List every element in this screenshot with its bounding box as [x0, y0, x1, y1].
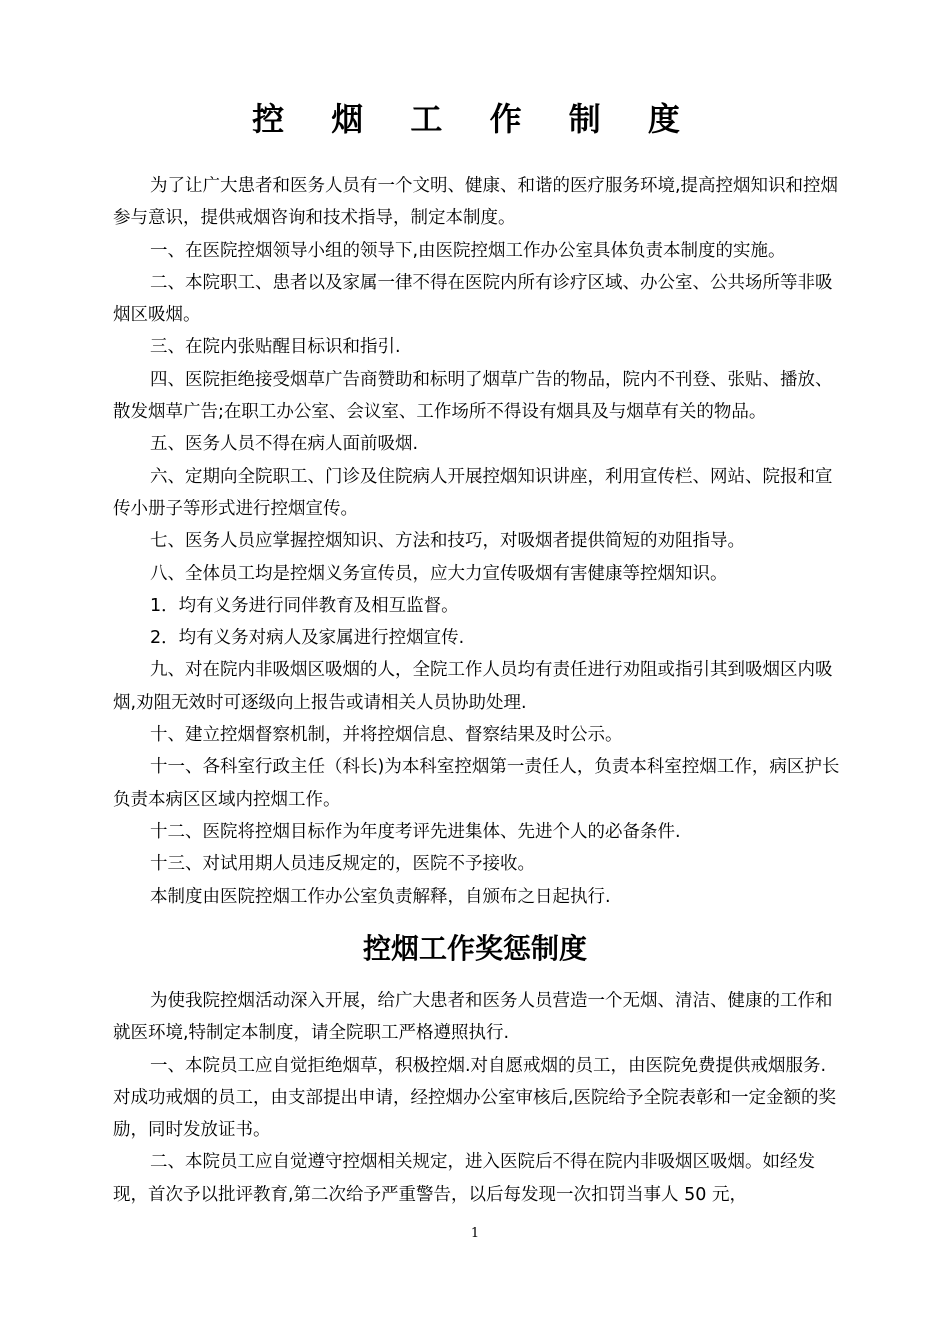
- reward-penalty-policy-section: [113, 985, 843, 1211]
- paragraph: 二、本院员工应自觉遵守控烟相关规定，进入医院后不得在院内非吸烟区吸烟。如经发现，首次予以批评教育,第二次给予严重警告，以后每发现一次扣罚当事人 50 元，: [113, 1152, 815, 1205]
- paragraph: 十三、对试用期人员违反规定的，医院不予接收。: [150, 854, 535, 875]
- paragraph: 一、在医院控烟领导小组的领导下,由医院控烟工作办公室具体负责本制度的实施。: [150, 240, 786, 261]
- paragraph: 为使我院控烟活动深入开展，给广大患者和医务人员营造一个无烟、清洁、健康的工作和就医环境,特制定本制度，请全院职工严格遵照执行.: [113, 991, 833, 1044]
- paragraph: 七、医务人员应掌握控烟知识、方法和技巧，对吸烟者提供简短的劝阻指导。: [150, 531, 745, 552]
- paragraph: 九、对在院内非吸烟区吸烟的人，全院工作人员均有责任进行劝阻或指引其到吸烟区内吸烟,劝阻无效时可逐级向上报告或请相关人员协助处理.: [113, 660, 833, 713]
- paragraph: 四、医院拒绝接受烟草广告商赞助和标明了烟草广告的物品，院内不刊登、张贴、播放、散发烟草广告;在职工办公室、会议室、工作场所不得设有烟具及与烟草有关的物品。: [113, 369, 833, 423]
- paragraph: 十一、各科室行政主任（科长)为本科室控烟第一责任人，负责本科室控烟工作，病区护长负责本病区区域内控烟工作。: [113, 757, 840, 810]
- paragraph: 十、建立控烟督察机制，并将控烟信息、督察结果及时公示。: [150, 725, 623, 746]
- paragraph: 六、定期向全院职工、门诊及住院病人开展控烟知识讲座，利用宣传栏、网站、院报和宣传小册子等形式进行控烟宣传。: [113, 466, 833, 519]
- paragraph: 2．均有义务对病人及家属进行控烟宣传.: [150, 628, 465, 649]
- document-title: 控 烟 工 作 制 度: [252, 100, 698, 138]
- page-number: 1: [470, 1226, 480, 1241]
- paragraph: 二、本院职工、患者以及家属一律不得在医院内所有诊疗区域、办公室、公共场所等非吸烟区吸烟。: [113, 272, 833, 326]
- paragraph: 八、全体员工均是控烟义务宣传员，应大力宣传吸烟有害健康等控烟知识。: [150, 563, 728, 584]
- paragraph: 1．均有义务进行同伴教育及相互监督。: [150, 595, 459, 616]
- section-title: 控烟工作奖惩制度: [362, 932, 587, 965]
- paragraph: 十二、医院将控烟目标作为年度考评先进集体、先进个人的必备条件.: [150, 821, 681, 842]
- paragraph: 为了让广大患者和医务人员有一个文明、健康、和谐的医疗服务环境,提高控烟知识和控烟参与意识，提供戒烟咨询和技术指导，制定本制度。: [113, 176, 839, 229]
- paragraph: 五、医务人员不得在病人面前吸烟.: [150, 434, 419, 455]
- smoking-control-policy-section: [113, 170, 843, 913]
- paragraph: 一、本院员工应自觉拒绝烟草，积极控烟.对自愿戒烟的员工，由医院免费提供戒烟服务.对成功戒烟的员工，由支部提出申请，经控烟办公室审核后,医院给予全院表彰和一定金额的奖励，同时发放证书。: [113, 1055, 837, 1141]
- paragraph: 本制度由医院控烟工作办公室负责解释，自颁布之日起执行.: [150, 886, 611, 907]
- paragraph: 三、在院内张贴醒目标识和指引.: [150, 337, 401, 358]
